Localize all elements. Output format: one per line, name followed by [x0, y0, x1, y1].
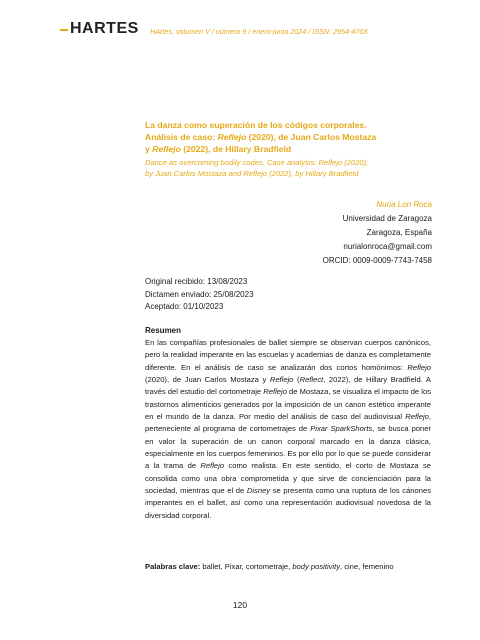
author-location: Zaragoza, España [366, 228, 432, 237]
abstract-part: (2020), de Juan Carlos Mostaza y [145, 375, 270, 385]
date-received: Original recibido: 13/08/2023 [145, 277, 248, 286]
title-line-3b: Reflejo [152, 144, 181, 154]
article-title-english [145, 157, 445, 179]
author-orcid: ORCID: 0009-0009-7743-7458 [322, 256, 432, 265]
abstract-italic: Reflejo [200, 461, 225, 471]
title-line-3a: y [145, 144, 153, 154]
abstract-italic: Reflejo [405, 412, 429, 422]
author-name: Nuria Lon Roca [376, 200, 432, 209]
title-line-2b: Reflejo [217, 132, 247, 142]
author-affiliation: Universidad de Zaragoza [342, 214, 432, 223]
keywords-label: Palabras clave: [145, 562, 201, 571]
keywords-italic: body positivity [292, 562, 341, 571]
abstract-part: ( [293, 375, 300, 385]
abstract-italic: Reflejo [407, 362, 431, 372]
abstract-part: En las compañías profesionales de ballet siempre se observan cuerpos canónicos, pero la realidad imperante en las escuelas y academias de danza es completamente diferente. En el análisis de caso se analizarán dos cortos homónimos: [145, 338, 431, 372]
title-line-2c: (2020), de Juan Carlos Mostaza [246, 132, 377, 142]
abstract-text [145, 337, 431, 522]
abstract-italic: Reflejo [263, 387, 287, 397]
keywords-line [145, 561, 435, 573]
abstract-part: se presenta como una ruptura de los cánones imperantes en el ballet, así como una representación audiovisual novedosa de la diversidad corporal. [145, 486, 432, 520]
journal-logo [60, 18, 139, 40]
abstract-italic: Reflect [299, 375, 324, 385]
abstract-italic: Reflejo [269, 375, 294, 385]
title-line-1: La danza como superación de los códigos corporales. [145, 120, 367, 130]
abstract-part: de Mostaza, se visualiza el impacto de los trastornos alimenticios generados por la imposición de un canon estético imperante en el mundo de la danza. Por medio del análisis de caso del audiovisual [145, 387, 431, 422]
abstract-part: , 2022), de Hillary Bradfield. A través del estudio del cortometraje [145, 375, 431, 397]
logo-text: HARTES [70, 20, 139, 37]
dates-block [145, 276, 254, 314]
abstract-heading: Resumen [145, 326, 182, 335]
keywords-part: ballet, Pixar, cortometraje, [200, 562, 293, 571]
title-en-line-2: by Juan Carlos Mostaza and Reflejo (2022), by Hillary Bradfield [145, 169, 359, 178]
journal-reference: HArtes, volumen V / número 9 / enero-junio 2024 / ISSN: 2954-470X [150, 27, 369, 36]
abstract-section [145, 325, 431, 522]
abstract-italic: Pixar SparkShorts [310, 424, 373, 434]
author-email[interactable]: nurialonroca@gmail.com [343, 242, 432, 251]
abstract-part: como realista. En este sentido, el corto de Mostaza se consolida como una obra comprometida y que sirve de concienciación para la sociedad, mientras que el de [145, 461, 431, 496]
page-number: 120 [232, 600, 248, 610]
title-line-3c: (2022), de Hillary Bradfield [180, 144, 292, 154]
page-header [60, 18, 440, 42]
title-line-2a: Análisis de caso: [145, 132, 218, 142]
keywords-part: , cine, femenino [340, 562, 394, 571]
abstract-part: , se busca poner en valor la superación de un canon corporal marcado en la danza clásica, especialmente en los cuerpos femeninos. Es por ello por lo que se puede considerar a la trama de [145, 424, 431, 471]
title-block [145, 119, 445, 179]
title-en-line-1: Dance as overcoming bodily codes. Case analysis: Reflejo (2020), [145, 158, 369, 167]
date-accepted: Aceptado: 01/10/2023 [145, 302, 224, 311]
article-title [145, 119, 445, 155]
abstract-part: , perteneciente al programa de cortometrajes de [145, 412, 431, 434]
author-block [323, 198, 432, 268]
date-sent: Dictamen enviado: 25/08/2023 [145, 289, 254, 299]
abstract-italic: Disney [246, 486, 271, 496]
